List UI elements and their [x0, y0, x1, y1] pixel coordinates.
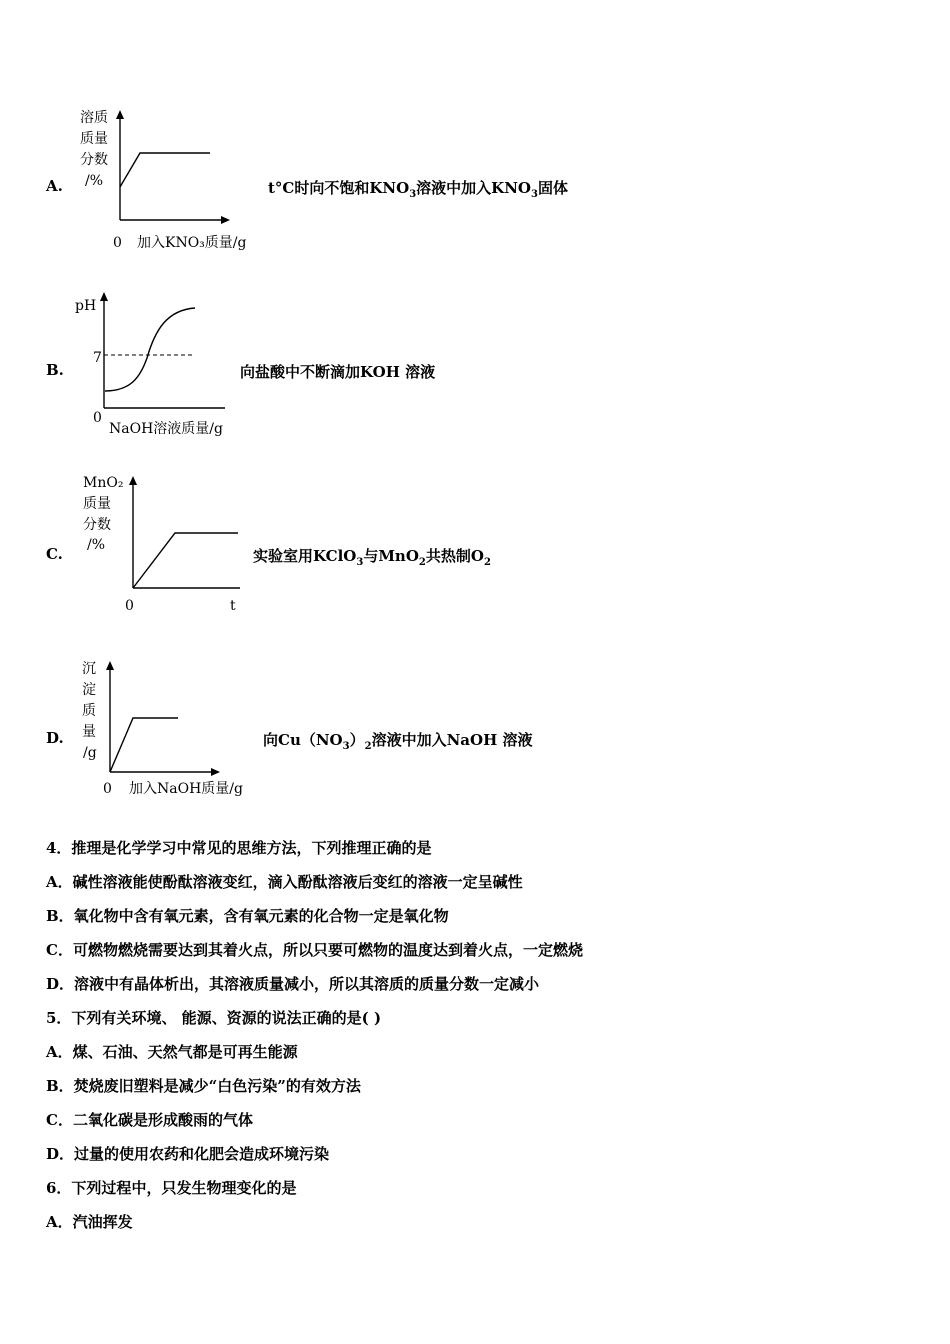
graph-a-ylabel-3: 分数 [80, 152, 108, 168]
question-5-option-d: D．过量的使用农药和化肥会造成环境污染 [46, 1145, 330, 1163]
graph-d-ylabel-2: 淀 [82, 682, 96, 698]
option-b-desc: 向盐酸中不断滴加KOH 溶液 [240, 363, 436, 381]
question-4-option-c: C．可燃物燃烧需要达到其着火点，所以只要可燃物的温度达到着火点，一定燃烧 [46, 941, 583, 959]
graph-b-origin: 0 [93, 410, 102, 426]
option-a-label: A. [46, 177, 63, 195]
graph-c-ylabel-4: /% [87, 537, 106, 553]
question-5-option-c: C．二氧化碳是形成酸雨的气体 [46, 1111, 253, 1129]
question-5-stem: 5．下列有关环境、 能源、资源的说法正确的是( ) [46, 1009, 382, 1027]
question-4-option-a: A．碱性溶液能使酚酞溶液变红，滴入酚酞溶液后变红的溶液一定呈碱性 [46, 873, 523, 891]
graph-a-ylabel-1: 溶质 [80, 110, 108, 126]
option-c-label: C. [46, 545, 63, 563]
graph-c-ylabel-2: 质量 [83, 496, 111, 512]
graph-d-xlabel: 加入NaOH质量/g [129, 781, 243, 797]
graph-d-ylabel-1: 沉 [82, 661, 96, 677]
graph-d-curve [110, 718, 178, 772]
option-d-desc: 向$Cu(NO_3)_2$溶液中加入NaOH 溶液 [263, 731, 533, 752]
question-6-stem: 6．下列过程中，只发生物理变化的是 [46, 1179, 297, 1197]
graph-d-ylabel-4: 量 [82, 724, 96, 740]
graph-d-origin: 0 [103, 781, 112, 797]
question-4-option-d: D．溶液中有晶体析出，其溶液质量减小，所以其溶质的质量分数一定减小 [46, 975, 540, 993]
option-d-label: D. [46, 729, 64, 747]
question-4-stem: 4．推理是化学学习中常见的思维方法，下列推理正确的是 [46, 839, 432, 857]
graph-d-ylabel-3: 质 [82, 703, 96, 719]
graph-c-curve [133, 533, 238, 588]
graph-a-ylabel-2: 质量 [80, 131, 108, 147]
graph-c-origin: 0 [125, 598, 134, 614]
question-4-option-b: B．氧化物中含有氧元素，含有氧元素的化合物一定是氧化物 [46, 907, 449, 925]
option-b-label: B. [46, 361, 64, 379]
graph-a-curve [120, 153, 210, 187]
question-5-option-b: B．焚烧废旧塑料是减少“白色污染”的有效方法 [46, 1077, 361, 1095]
graph-b-ylabel: pH [75, 298, 97, 314]
graph-c-ylabel-1: MnO₂ [83, 475, 124, 491]
graph-a-ylabel-4: /% [85, 173, 104, 189]
graph-b-curve [105, 308, 195, 391]
graph-d-ylabel-5: /g [83, 745, 97, 761]
graph-a-xlabel: 加入KNO₃质量/g [137, 235, 247, 251]
graph-a-origin: 0 [113, 235, 122, 251]
graph-d [75, 655, 275, 805]
graph-c [75, 470, 275, 620]
graph-b-tick-7: 7 [93, 350, 102, 366]
option-a-desc: t°C时向不饱和$KNO_3$溶液中加入$KNO_3$固体 [268, 179, 568, 200]
question-5-option-a: A．煤、石油、天然气都是可再生能源 [46, 1043, 298, 1061]
graph-a [75, 105, 275, 260]
option-c-desc: 实验室用KClO$_3$与MnO$_2$共热制$O_2$ [253, 547, 491, 568]
graph-c-xlabel: t [230, 598, 236, 614]
graph-b-xlabel: NaOH溶液质量/g [109, 421, 223, 437]
question-6-option-a: A．汽油挥发 [46, 1213, 133, 1231]
graph-c-ylabel-3: 分数 [83, 517, 111, 533]
